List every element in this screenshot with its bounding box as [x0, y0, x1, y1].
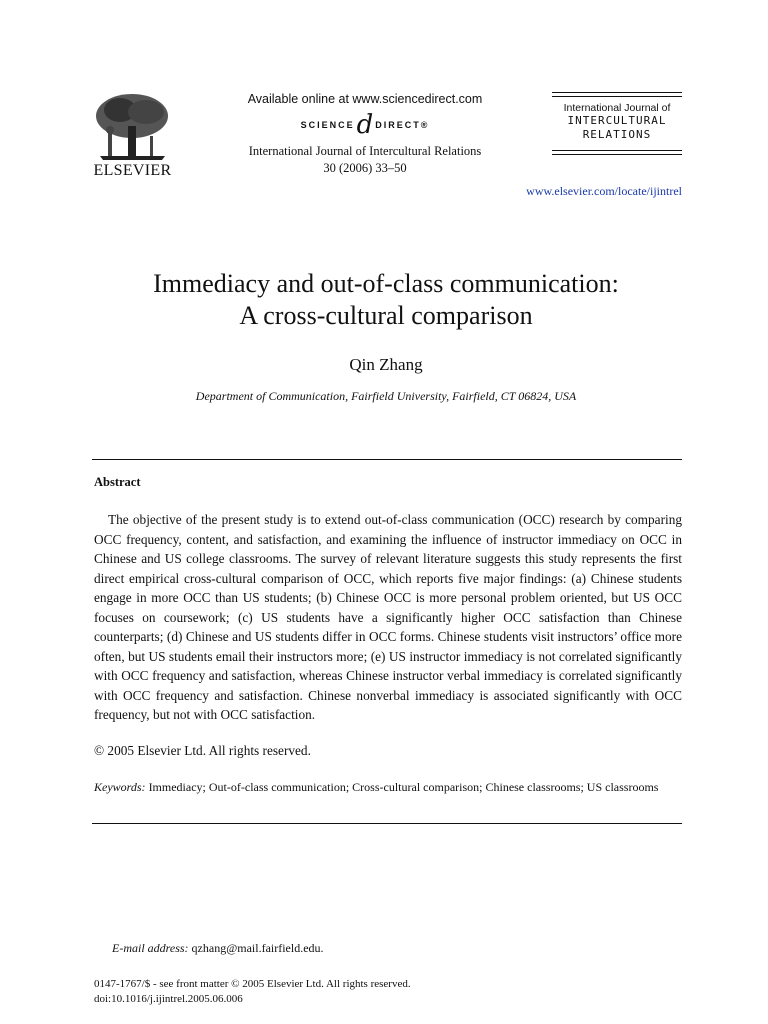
sd-right: DIRECT®	[375, 120, 430, 130]
email-label: E-mail address:	[112, 941, 189, 955]
sciencedirect-logo	[220, 112, 510, 138]
elsevier-logo	[90, 90, 175, 180]
article-title	[90, 268, 682, 332]
elsevier-tree-icon	[90, 90, 175, 162]
keywords	[94, 779, 682, 796]
author-name: Qin Zhang	[349, 355, 423, 374]
abstract-copyright: © 2005 Elsevier Ltd. All rights reserved.	[94, 743, 311, 758]
journal-box	[552, 92, 682, 155]
center-header	[220, 90, 510, 176]
journal-box-line2: INTERCULTURAL	[567, 114, 667, 127]
divider-bottom	[92, 823, 682, 824]
bottom-double-rule	[552, 150, 682, 155]
affiliation: Department of Communication, Fairfield University, Fairfield, CT 06824, USA	[195, 389, 577, 403]
title-line-2: A cross-cultural comparison	[239, 301, 533, 330]
email-address-link[interactable]: qzhang@mail.fairfield.edu.	[191, 941, 324, 955]
footer-doi[interactable]: doi:10.1016/j.ijintrel.2005.06.006	[94, 993, 243, 1005]
journal-box-line3: RELATIONS	[582, 128, 652, 141]
journal-box-line1: International Journal of	[563, 102, 671, 114]
sd-left: SCIENCE	[300, 120, 355, 130]
footer-issn: 0147-1767/$ - see front matter © 2005 Elsevier Ltd. All rights reserved.	[94, 978, 411, 990]
top-double-rule	[552, 92, 682, 97]
publisher-wordmark: ELSEVIER	[93, 162, 172, 179]
email-footnote	[112, 941, 324, 956]
abstract-body: The objective of the present study is to extend out-of-class communication (OCC) research by comparing OCC frequency, content, and satisfaction, and examining the influence of instructor immediacy on OCC in Chinese and US college classrooms. The survey of relevant literature suggests this study represents the first direct empirical cross-cultural comparison of OCC, which reports five major findings: (a) Chinese students engage in more OCC than US students; (b) Chinese OCC is more personal problem oriented, but US OCC focuses on coursework; (c) US students have a significantly higher OCC satisfaction than Chinese counterparts; (d) Chinese and US students differ in OCC forms. Chinese students visit instructors’ office more often, but US students email their instructors more; (e) US instructor immediacy is not correlated significantly with OCC frequency and satisfaction, whereas Chinese instructor verbal immediacy is correlated significantly with OCC frequency and satisfaction. Chinese nonverbal immediacy is associated significantly with OCC frequency, but not with OCC satisfaction.	[94, 512, 682, 722]
divider-top	[92, 459, 682, 460]
keywords-text: Immediacy; Out-of-class communication; Cross-cultural comparison; Chinese classrooms; US classrooms	[148, 780, 659, 794]
title-line-1: Immediacy and out-of-class communication:	[153, 269, 619, 298]
journal-citation: International Journal of Intercultural Relations	[248, 144, 482, 158]
journal-url-link[interactable]: www.elsevier.com/locate/ijintrel	[526, 184, 682, 198]
keywords-label: Keywords:	[94, 780, 146, 794]
abstract-heading: Abstract	[94, 475, 141, 489]
issue-info: 30 (2006) 33–50	[323, 161, 407, 175]
sd-at-icon: d	[356, 110, 374, 140]
available-online: Available online at www.sciencedirect.com	[247, 92, 483, 106]
